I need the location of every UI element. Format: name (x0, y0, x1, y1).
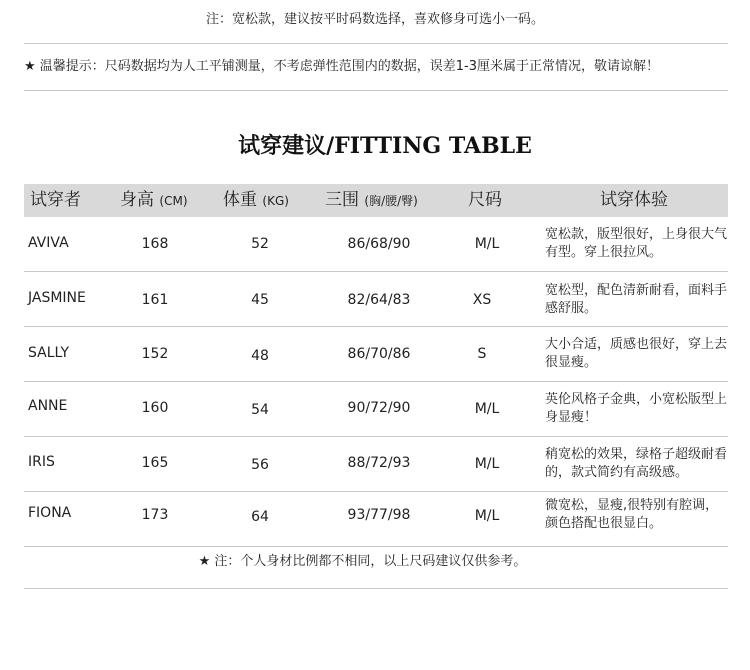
cell-measure: 86/68/90 (347, 236, 411, 252)
header-size: 尺码 (468, 190, 502, 210)
cell-name: ANNE (28, 398, 68, 414)
table-row (24, 492, 728, 547)
cell-name: AVIVA (28, 235, 69, 251)
header-height-unit: (CM) (159, 194, 188, 208)
top-note: 注：宽松款，建议按平时码数选择，喜欢修身可选小一码。 (205, 12, 544, 27)
cell-measure: 82/64/83 (347, 292, 411, 308)
cell-comment: 稍宽松的效果，绿格子超级耐看的，款式简约有高级感。 (545, 447, 728, 480)
header-comment: 试穿体验 (600, 190, 668, 210)
cell-height: 160 (141, 400, 169, 416)
fitting-table (24, 184, 728, 547)
cell-name: FIONA (28, 505, 72, 521)
table-row (24, 437, 728, 492)
cell-comment: 大小合适，质感也很好，穿上去很显瘦。 (545, 337, 728, 370)
cell-size: M/L (474, 236, 500, 252)
cell-measure: 88/72/93 (347, 455, 411, 471)
cell-height: 161 (141, 292, 169, 308)
divider-top (24, 43, 728, 44)
cell-comment: 微宽松，显瘦,很特别有腔调，颜色搭配也很显白。 (545, 498, 719, 531)
table-row (24, 382, 728, 437)
divider-bottom (24, 588, 728, 589)
cell-measure: 90/72/90 (347, 400, 411, 416)
footnote: ★ 注：个人身材比例都不相同，以上尺码建议仅供参考。 (198, 554, 527, 569)
cell-measure: 93/77/98 (347, 507, 411, 523)
table-row (24, 217, 728, 272)
cell-name: IRIS (28, 454, 55, 470)
table-row (24, 272, 728, 327)
cell-weight: 48 (251, 348, 269, 364)
cell-height: 168 (141, 236, 169, 252)
table-header (24, 184, 728, 217)
header-name: 试穿者 (30, 190, 81, 210)
header-measure: 三围 (胸/腰/臀) (325, 190, 418, 210)
header-height: 身高 (CM) (120, 190, 188, 210)
cell-measure: 86/70/86 (347, 346, 411, 362)
cell-height: 173 (141, 507, 169, 523)
cell-name: JASMINE (28, 290, 86, 306)
cell-weight: 45 (251, 292, 269, 308)
cell-weight: 52 (251, 236, 269, 252)
cell-weight: 64 (251, 509, 269, 525)
page-title: 试穿建议/FITTING TABLE (238, 133, 532, 159)
divider-tip (24, 90, 728, 91)
warm-tip: ★ 温馨提示：尺码数据均为人工平铺测量，不考虑弹性范围内的数据，误差1-3厘米属于正常情况，敬请谅解！ (24, 59, 660, 74)
cell-weight: 56 (251, 457, 269, 473)
header-measure-unit: (胸/腰/臀) (364, 194, 418, 208)
cell-size: M/L (474, 401, 500, 417)
cell-size: XS (472, 292, 492, 308)
cell-size: M/L (474, 508, 500, 524)
cell-height: 165 (141, 455, 169, 471)
cell-weight: 54 (251, 402, 269, 418)
cell-comment: 宽松款，版型很好，上身很大气有型。穿上很拉风。 (545, 227, 728, 260)
header-weight: 体重 (KG) (223, 190, 289, 210)
cell-name: SALLY (28, 345, 70, 361)
cell-size: M/L (474, 456, 500, 472)
header-weight-unit: (KG) (262, 194, 289, 208)
cell-size: S (477, 346, 487, 362)
cell-comment: 英伦风格子金典，小宽松版型上身显瘦！ (545, 392, 728, 425)
cell-comment: 宽松型，配色清新耐看，面料手感舒服。 (545, 283, 728, 316)
table-row (24, 327, 728, 382)
cell-height: 152 (141, 346, 169, 362)
